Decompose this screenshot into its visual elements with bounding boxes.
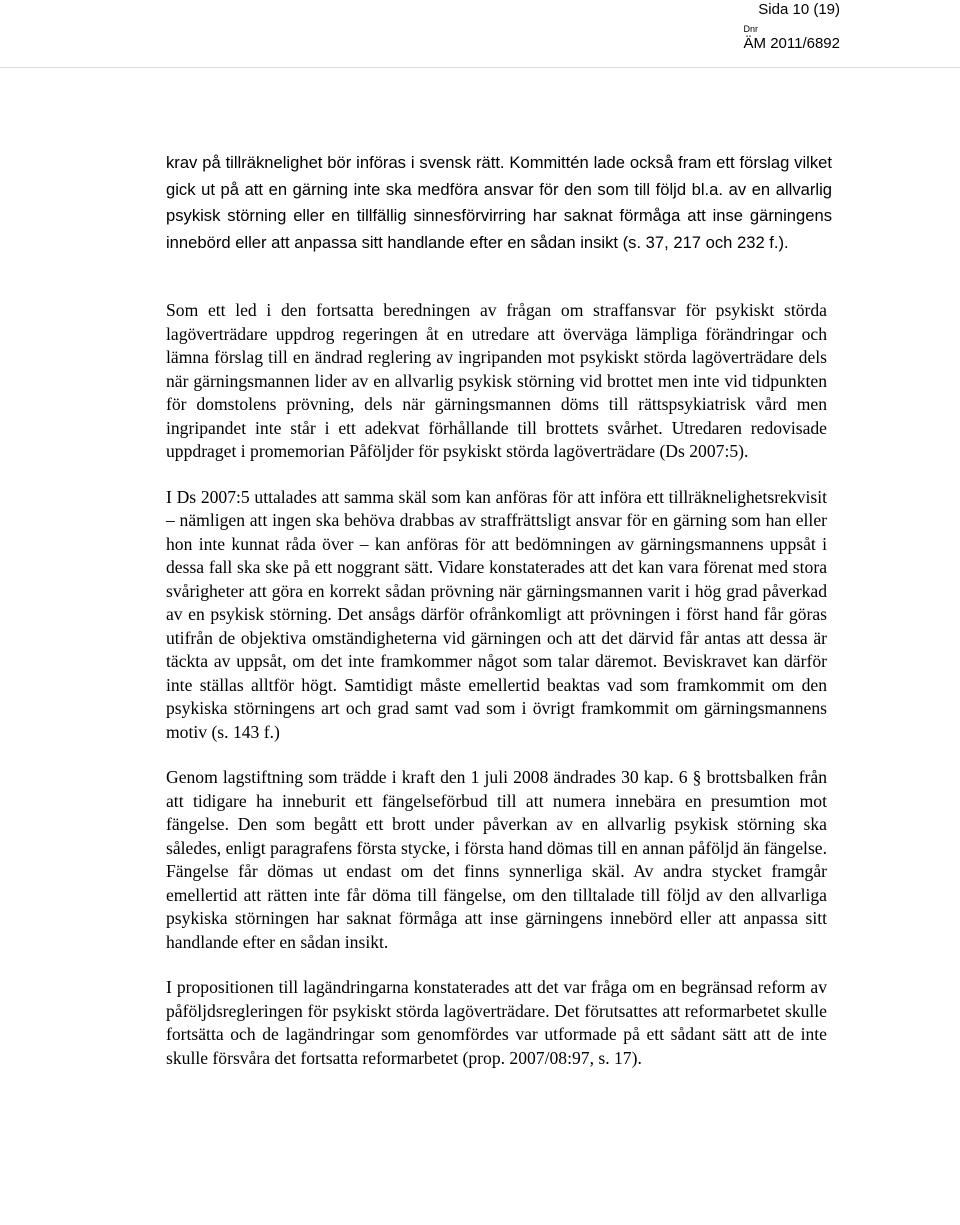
body-paragraph-3: Genom lagstiftning som trädde i kraft den 1 juli 2008 ändrades 30 kap. 6 § brottsbalken från att tidigare ha inneburit ett fängelseförbud till att numera innebära en presumtion mot fängelse. Den som begått ett brott under påverkan av en allvarlig psykisk störning ska således, enligt paragrafens första stycke, i första hand dömas till en annan påföljd än fängelse. Fängelse får dömas ut endast om det finns synnerliga skäl. Av andra stycket framgår emellertid att rätten inte får döma till fängelse, om den tilltalade till följd av den allvarliga psykiska störningen har saknat förmåga att inse gärningens innebörd eller att anpassa sitt handlande efter en sådan insikt.: [166, 767, 828, 952]
dnr-label: Dnr: [743, 24, 759, 34]
intro-paragraph: krav på tillräknelighet bör införas i svensk rätt. Kommittén lade också fram ett förslag vilket gick ut på att en gärning inte ska medföra ansvar för den som till följd bl.a. av en allvarlig psykisk störning eller en tillfällig sinnesförvirring har saknat förmåga att inse gärningens innebörd eller att anpassa sitt handlande efter en sådan insikt (s. 37, 217 och 232 f.).: [166, 153, 832, 252]
page-number: Sida 10 (19): [758, 1, 840, 18]
header-divider: [0, 67, 960, 68]
case-number: ÄM 2011/6892: [743, 35, 840, 52]
page-header: [744, 0, 840, 52]
body-text: [166, 299, 827, 1092]
body-paragraph-4: I propositionen till lagändringarna konstaterades att det var fråga om en begränsad reform av påföljdsregleringen för psykiskt störda lagöverträdare. Det förutsattes att reformarbetet skulle fortsätta och de lagändringar som genomfördes var utformade på ett sådant sätt att de inte skulle försvåra det fortsatta reformarbetet (prop. 2007/08:97, s. 17).: [166, 977, 827, 1068]
intro-section: [166, 150, 832, 256]
body-paragraph-1: Som ett led i den fortsatta beredningen av frågan om straffansvar för psykiskt störda lagöverträdare uppdrog regeringen åt en utredare att överväga lämpliga förändringar och lämna förslag till en ändrad reglering av ingripanden mot psykiskt störda lagöverträdare dels när gärningsmannen lider av en allvarlig psykisk störning vid brottet men inte vid tidpunkten för domstolens prövning, dels när gärningsmannen döms till rättspsykiatrisk vård men ingripandet inte står i ett adekvat förhållande till brottets svårhet. Utredaren redovisade uppdraget i promemorian Påföljder för psykiskt störda lagöverträdare (Ds 2007:5).: [166, 300, 827, 461]
body-paragraph-2: I Ds 2007:5 uttalades att samma skäl som kan anföras för att införa ett tillräknelighetsrekvisit – nämligen att ingen ska behöva drabbas av straffrättsligt ansvar för en gärning som han eller hon inte kunnat råda över – kan anföras för att bedömningen av gärningsmannens uppsåt i dessa fall ska ske på ett noggrant sätt. Vidare konstaterades att det kan vara förenat med stora svårigheter att göra en korrekt sådan prövning när gärningsmannen varit i hög grad påverkad av en psykisk störning. Det ansågs därför ofrånkomligt att prövningen i först hand får göras utifrån de objektiva omständigheterna vid gärningen och att det därvid får antas att dessa är täckta av uppsåt, om det inte framkommer något som talar däremot. Beviskravet kan därför inte ställas alltför högt. Samtidigt måste emellertid beaktas vad som framkommit om den psykiska störningens art och grad samt vad som i övrigt framkommit om gärningsmannens motiv (s. 143 f.): [166, 486, 827, 742]
